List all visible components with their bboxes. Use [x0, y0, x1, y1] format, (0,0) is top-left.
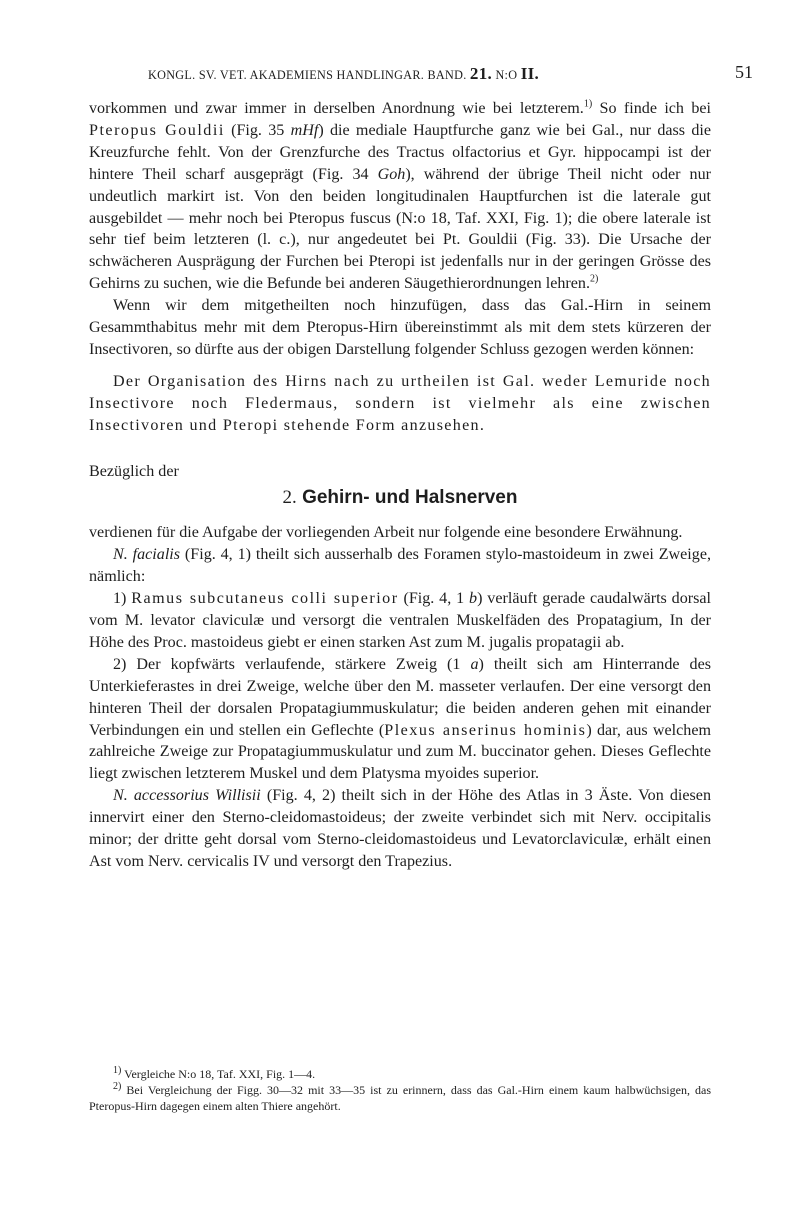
list-item-2: 2) Der kopfwärts verlaufende, stärkere Zweig (1 a) theilt sich am Hinterrande des Unterkieferastes in drei Zweige, welche über den M. masseter verlaufen. Der eine versorgt den hinteren Theil der dorsalen Propatagiummuskulatur; die beiden anderen gehen mit einander Verbindungen ein und stellen ein Geflechte (Plexus anserinus hominis) dar, aus welchem zahlreiche Zweige zur Propatagiummuskulatur und zum M. buccinator gehen. Dieses Geflechte liegt zwischen letzterem Muskel und dem Platysma myoides superior. [89, 655, 711, 783]
paragraph-pteropus: vorkommen und zwar immer in derselben Anordnung wie bei letzterem.$^{1)}$ So finde ich bei Pteropus Gouldii (Fig. 35 mHf) die mediale Hauptfurche ganz wie bei Gal., nur dass die Kreuzfurche fehlt. Von der Grenzfurche des Tractus olfactorius et Gyr. hippocampi ist der hintere Theil scharf ausgeprägt (Fig. 34 Goh), während der übrige Theil nicht oder nur undeutlich markirt ist. Von den beiden longitudinalen Hauptfurchen ist die laterale gut ausgebildet — mehr noch bei Pteropus fuscus (N:o 18, Taf. XXI, Fig. 1); die obere laterale ist sehr tief beim letzteren (l. c.), nur angedeutet bei Pt. Gouldii (Fig. 33). Die Ursache der schwächeren Ausprägung der Furchen bei Pteropi ist jedenfalls nur in der geringen Grösse des Gehirns zu suchen, wie die Befunde bei anderen Säugethierordnungen lehren.$^{2)}$ [89, 98, 712, 293]
paragraph-accessorius: N. accessorius Willisii (Fig. 4, 2) theilt sich in der Höhe des Atlas in 3 Äste. Von diesen innervirt einer den Sterno-cleidomastoideus; der zweite verbindet sich mit Nerv. occipitalis minor; der dritte geht dorsal vom Sterno-cleidomastoideus und Levatorclaviculæ, erhält einen Ast vom Nerv. cervicalis IV und versorgt den Trapezius. [89, 787, 711, 870]
body-text [89, 98, 711, 873]
conclusion-statement: Der Organisation des Hirns nach zu urtheilen ist Gal. weder Lemuride noch Insectivore noch Fledermaus, sondern ist vielmehr als eine zwischen Insectivoren und Pteropi stehende Form anzusehen. [89, 372, 711, 434]
page-number: 51 [735, 62, 753, 82]
header-band: 21. [469, 64, 493, 83]
paragraph-bezueglich: Bezüglich der [89, 462, 179, 480]
footnote-ref-2: 2) [589, 273, 599, 285]
section-heading: 2. Gehirn- und Halsnerven [282, 486, 518, 508]
running-header [148, 64, 714, 84]
header-no-label: N:O [495, 68, 518, 82]
header-journal: KONGL. SV. VET. AKADEMIENS HANDLINGAR. BAND. [148, 68, 467, 82]
footnotes [89, 1066, 711, 1114]
footnote-ref-1: 1) [583, 98, 593, 110]
paragraph-intro: verdienen für die Aufgabe der vorliegenden Arbeit nur folgende eine besondere Erwähnung. [89, 524, 683, 542]
list-item-1: 1) Ramus subcutaneus colli superior (Fig. 4, 1 b) verläuft gerade caudalwärts dorsal vom M. levator claviculæ und versorgt die ventralen Muskelfäden des Propatagium, In der Höhe des Proc. mastoideus giebt er einen starken Ast zum M. jugalis propatagii ab. [89, 590, 712, 651]
paragraph-summary: Wenn wir dem mitgetheilten noch hinzufügen, dass das Gal.-Hirn in seinem Gesammthabitus mehr mit dem Pteropus-Hirn übereinstimmt als mit dem stets kürzeren der Insectivoren, so dürfte aus der obigen Darstellung folgender Schluss gezogen werden können: [89, 297, 711, 358]
header-no: II. [520, 64, 540, 83]
footnote-1: $^{1)}$ Vergleiche N:o 18, Taf. XXI, Fig. 1—4. [113, 1065, 316, 1081]
footnote-2: $^{2)}$ Bei Vergleichung der Figg. 30—32 mit 33—35 ist zu erinnern, dass das Gal.-Hirn einem kaum halbwüchsigen, das Pteropus-Hirn dagegen einem alten Thiere angehört. [89, 1081, 711, 1113]
paragraph-facialis: N. facialis (Fig. 4, 1) theilt sich ausserhalb des Foramen stylo-mastoideum in zwei Zweige, nämlich: [89, 546, 711, 586]
